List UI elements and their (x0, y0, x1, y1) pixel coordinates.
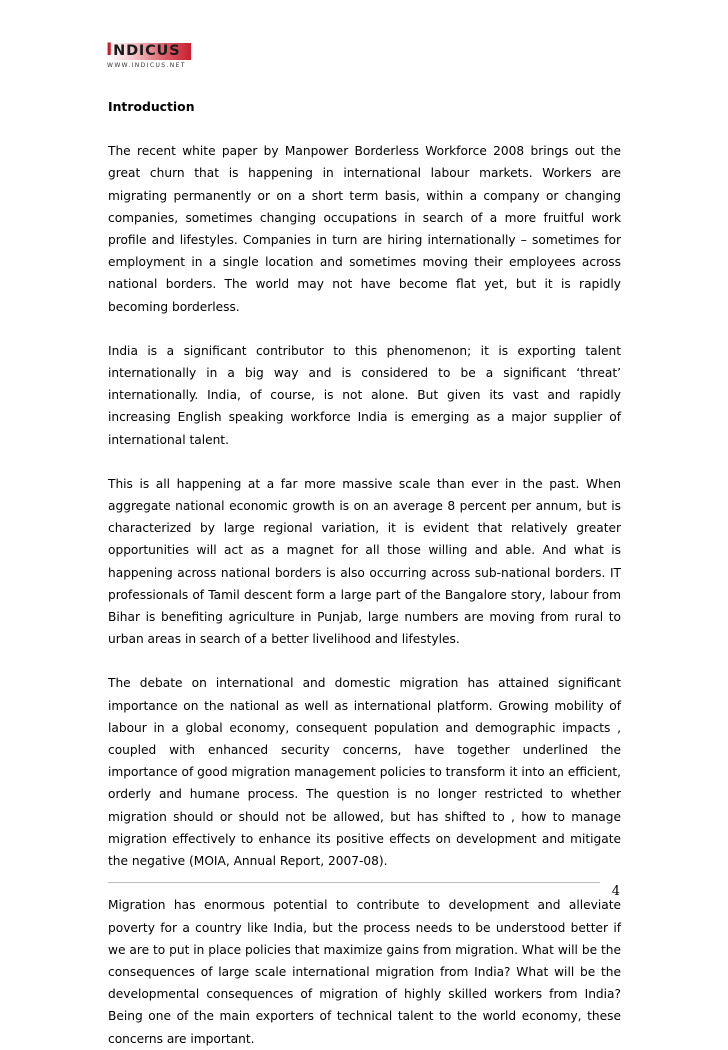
paragraph-3: This is all happening at a far more massive scale than ever in the past. When aggregate national economic growth is on an average 8 percent per annum, but is characterized by large regional variation, it is evident that relatively greater opportunities will act as a magnet for all those willing and able. And what is happening across national borders is also occurring across sub-national borders. IT professionals of Tamil descent form a large part of the Bangalore story, labour from Bihar is benefiting agriculture in Punjab, large numbers are moving from rural to urban areas in search of a better livelihood and lifestyles. (108, 476, 621, 647)
paragraph-2: India is a significant contributor to this phenomenon; it is exporting talent internationally in a big way and is considered to be a significant ‘threat’ internationally. India, of course, is not alone. But given its vast and rapidly increasing English speaking workforce India is emerging as a major supplier of international talent. (108, 343, 621, 447)
logo-url: WWW.INDICUS.NET (107, 62, 186, 69)
paragraph-5: Migration has enormous potential to contribute to development and alleviate poverty for a country like India, but the process needs to be understood better if we are to put in place policies that maximize gains from migration. What will be the consequences of large scale international migration from India? What will be the developmental consequences of migration of highly skilled workers from India? Being one of the main exporters of technical talent to the world economy, these concerns are important. (108, 898, 621, 1046)
footer-divider (108, 882, 600, 883)
indicus-logo (106, 38, 194, 78)
document-body (108, 96, 621, 1050)
page-number: 4 (611, 884, 620, 899)
paragraph-1: The recent white paper by Manpower Borderless Workforce 2008 brings out the great churn that is happening in international labour markets. Workers are migrating permanently or on a short term basis, within a company or changing companies, sometimes changing occupations in search of a more fruitful work profile and lifestyles. Companies in turn are hiring internationally – sometimes for employment in a single location and sometimes moving their employees across national borders. The world may not have become flat yet, but it is rapidly becoming borderless. (108, 144, 621, 314)
paragraph-4: The debate on international and domestic migration has attained significant importance on the national as well as international platform. Growing mobility of labour in a global economy, consequent population and demographic impacts , coupled with enhanced security concerns, have together underlined the importance of good migration management policies to transform it into an efficient, orderly and humane process. The question is no longer restricted to whether migration should or should not be allowed, but has shifted to , how to manage migration effectively to enhance its positive effects on development and mitigate the negative (MOIA, Annual Report, 2007-08). (108, 676, 621, 869)
section-heading: Introduction (108, 99, 195, 114)
logo-wordmark: INDICUS (106, 40, 181, 60)
